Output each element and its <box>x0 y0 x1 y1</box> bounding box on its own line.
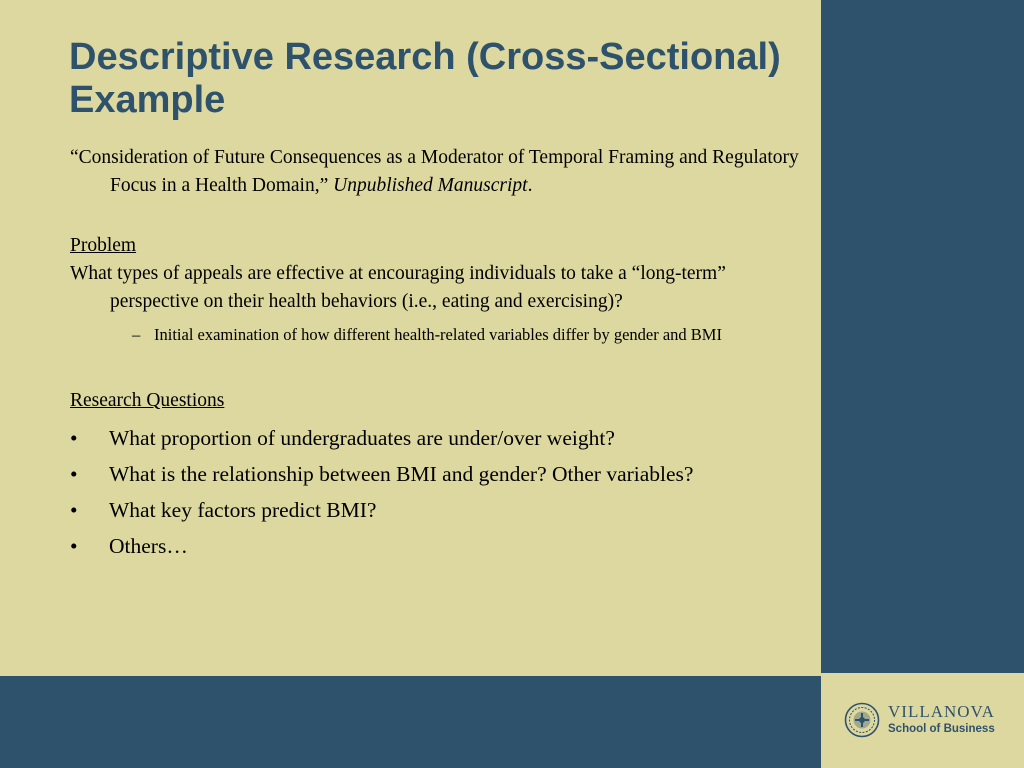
logo-school: School of Business <box>888 723 995 735</box>
slide-title: Descriptive Research (Cross-Sectional) Example <box>69 36 781 121</box>
problem-sub-list <box>70 322 800 347</box>
citation-text: “Consideration of Future Consequences as a Moderator of Temporal Framing and Regulatory Focus in a Health Domain,” <box>70 147 799 196</box>
list-item-text: What key factors predict BMI? <box>109 498 377 522</box>
villanova-seal-icon <box>844 702 880 738</box>
citation-end: . <box>527 175 533 196</box>
dash-marker: – <box>132 325 141 344</box>
sub-list-item <box>132 322 780 347</box>
bullet-marker: • <box>70 426 78 450</box>
spacer <box>70 347 800 387</box>
list-item <box>70 531 800 561</box>
list-item <box>70 495 800 525</box>
right-decorative-band <box>821 0 1024 673</box>
citation <box>70 144 800 200</box>
list-item-text: What is the relationship between BMI and gender? Other variables? <box>109 462 694 486</box>
list-item <box>70 423 800 453</box>
problem-heading: Problem <box>70 235 137 256</box>
research-questions-list <box>70 423 800 561</box>
list-item-text: What proportion of undergraduates are under/over weight? <box>109 426 615 450</box>
slide-content <box>70 144 800 567</box>
bottom-decorative-band <box>0 676 821 768</box>
list-item-text: Others… <box>109 534 188 558</box>
bullet-marker: • <box>70 498 78 522</box>
logo-name: VILLANOVA <box>888 702 995 721</box>
spacer <box>70 200 800 232</box>
bullet-marker: • <box>70 462 78 486</box>
research-questions-heading: Research Questions <box>70 390 225 411</box>
villanova-logo <box>844 702 1004 742</box>
problem-text: What types of appeals are effective at encouraging individuals to take a “long-term” perspective on their health behaviors (i.e., eating and exercising)? <box>70 263 726 312</box>
sub-list-item-text: Initial examination of how different health-related variables differ by gender and BMI <box>154 325 722 344</box>
list-item <box>70 459 800 489</box>
bullet-marker: • <box>70 534 78 558</box>
citation-italic: Unpublished Manuscript <box>333 175 528 196</box>
